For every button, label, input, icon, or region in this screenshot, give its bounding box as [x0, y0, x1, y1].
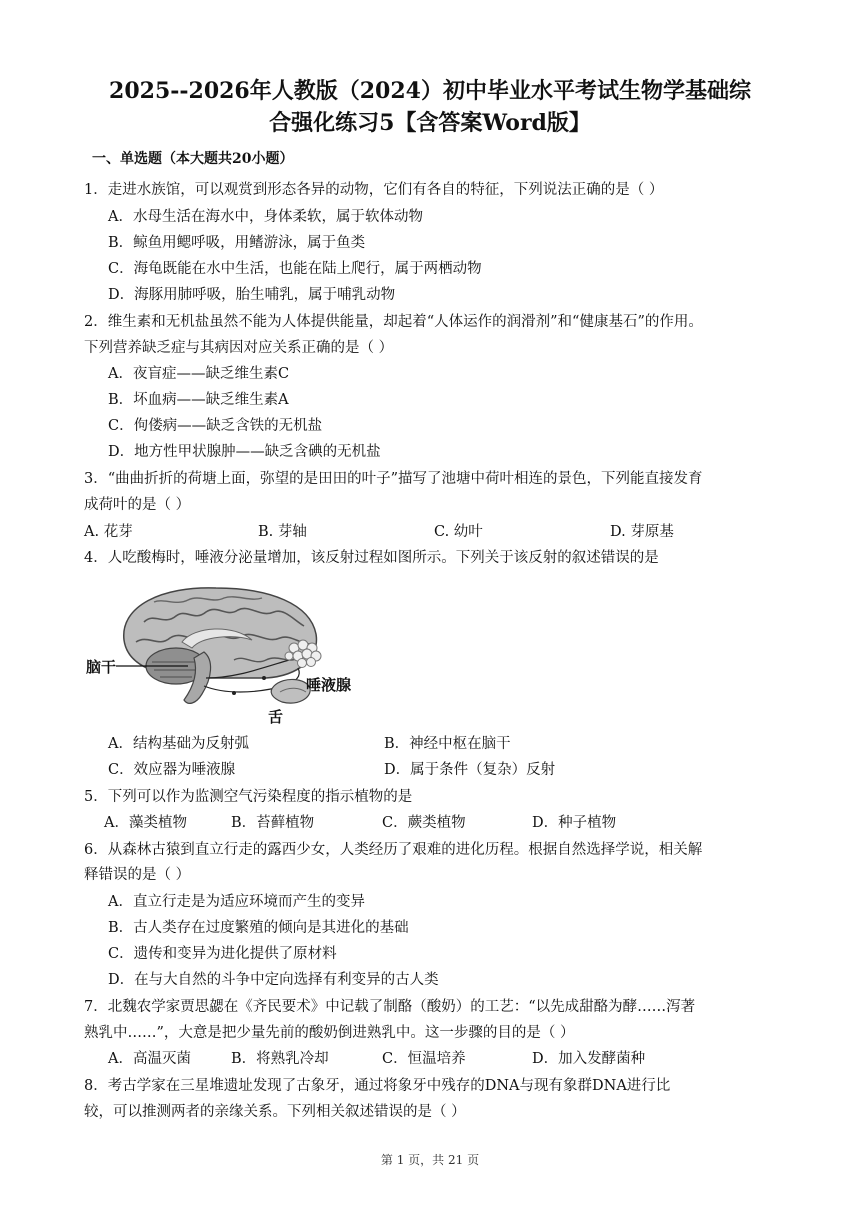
question-7-stem-line1: 7．北魏农学家贾思勰在《齐民要术》中记载了制酪（酸奶）的工艺：“以先成甜酪为酵……泻著	[84, 999, 696, 1015]
question-1-option-d: D．海豚用肺呼吸，胎生哺乳，属于哺乳动物	[108, 287, 396, 303]
question-4-stem: 4．人吃酸梅时，唾液分泌量增加，该反射过程如图所示。下列关于该反射的叙述错误的是	[84, 550, 659, 566]
question-7-option-c: C．恒温培养	[382, 1051, 466, 1067]
question-4-option-d: D．属于条件（复杂）反射	[384, 762, 556, 778]
question-2-stem-line2: 下列营养缺乏症与其病因对应关系正确的是（ ）	[84, 340, 394, 356]
reflex-arc-figure	[84, 582, 374, 728]
figure-label-brainstem: 脑干	[86, 658, 117, 676]
question-6-option-d: D．在与大自然的斗争中定向选择有利变异的古人类	[108, 972, 439, 988]
page-footer: 第 1 页，共 21 页	[380, 1153, 480, 1167]
question-6-option-b: B．古人类存在过度繁殖的倾向是其进化的基础	[108, 920, 409, 936]
question-8-stem-line1: 8．考古学家在三星堆遗址发现了古象牙，通过将象牙中残存的DNA与现有象群DNA进行比	[84, 1078, 671, 1094]
question-5-option-b: B．苔藓植物	[231, 815, 315, 831]
question-5-option-d: D．种子植物	[532, 815, 617, 831]
question-3-option-d: D. 芽原基	[610, 524, 674, 540]
question-7-option-a: A．高温灭菌	[108, 1051, 191, 1067]
question-1-stem: 1．走进水族馆，可以观赏到形态各异的动物，它们有各自的特征，下列说法正确的是（ ）	[84, 182, 664, 198]
question-2-stem-line1: 2．维生素和无机盐虽然不能为人体提供能量，却起着“人体运作的润滑剂”和“健康基石”的作用。	[84, 314, 703, 330]
question-2-option-c: C．佝偻病——缺乏含铁的无机盐	[108, 418, 323, 434]
question-6-stem-line1: 6．从森林古猿到直立行走的露西少女，人类经历了艰难的进化历程。根据自然选择学说，相关解	[84, 842, 703, 858]
question-5-option-c: C．蕨类植物	[382, 815, 466, 831]
figure-label-tongue: 舌	[268, 708, 284, 726]
question-2-option-d: D．地方性甲状腺肿——缺乏含碘的无机盐	[108, 444, 381, 460]
question-6-option-c: C．遗传和变异为进化提供了原材料	[108, 946, 337, 962]
question-4-option-b: B．神经中枢在脑干	[384, 736, 511, 752]
question-5-stem: 5．下列可以作为监测空气污染程度的指示植物的是	[84, 789, 413, 805]
question-3-stem-line2: 成荷叶的是（ ）	[84, 497, 191, 513]
question-2-option-a: A．夜盲症——缺乏维生素C	[108, 366, 290, 382]
question-3-stem-line1: 3．“曲曲折折的荷塘上面，弥望的是田田的叶子”描写了池塘中荷叶相连的景色，下列能直接发育	[84, 471, 703, 487]
question-1-option-b: B．鲸鱼用鳃呼吸，用鳍游泳，属于鱼类	[108, 235, 366, 251]
question-3-option-a: A. 花芽	[84, 524, 133, 540]
question-8-stem-line2: 较，可以推测两者的亲缘关系。下列相关叙述错误的是（ ）	[84, 1104, 466, 1120]
figure-label-salivary-gland: 唾液腺	[306, 676, 352, 694]
question-7-stem-line2: 熟乳中……”，大意是把少量先前的酸奶倒进熟乳中。这一步骤的目的是（ ）	[84, 1025, 575, 1041]
section-heading: 一、单选题（本大题共20小题）	[92, 151, 294, 167]
question-6-stem-line2: 释错误的是（ ）	[84, 867, 191, 883]
brain-diagram	[84, 582, 374, 728]
question-1-option-c: C．海龟既能在水中生活，也能在陆上爬行，属于两栖动物	[108, 261, 482, 277]
question-3-option-b: B. 芽轴	[258, 524, 307, 540]
question-7-option-b: B．将熟乳冷却	[231, 1051, 329, 1067]
question-7-option-d: D．加入发酵菌种	[532, 1051, 646, 1067]
question-1-option-a: A．水母生活在海水中，身体柔软，属于软体动物	[108, 209, 423, 225]
question-4-option-a: A．结构基础为反射弧	[108, 736, 249, 752]
question-5-option-a: A．藻类植物	[104, 815, 187, 831]
question-3-option-c: C. 幼叶	[434, 524, 483, 540]
document-title-line2: 合强化练习5【含答案Word版】	[269, 110, 591, 136]
question-4-option-c: C．效应器为唾液腺	[108, 762, 236, 778]
question-2-option-b: B．坏血病——缺乏维生素A	[108, 392, 289, 408]
document-title-line1: 2025--2026年人教版（2024）初中毕业水平考试生物学基础综	[109, 78, 751, 104]
question-6-option-a: A．直立行走是为适应环境而产生的变异	[108, 894, 365, 910]
